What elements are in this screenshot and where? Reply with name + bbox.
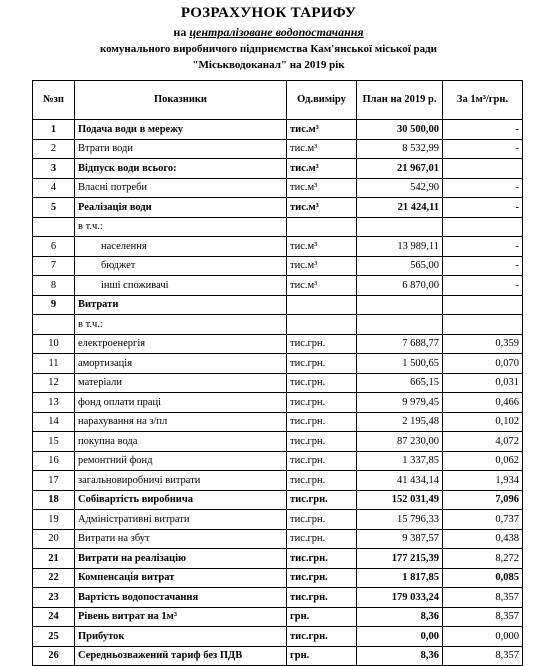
row-indicator: Вартість водопостачання: [75, 588, 287, 608]
row-per-m3: [443, 217, 523, 237]
row-unit: тис.грн.: [287, 393, 357, 413]
table-row: [33, 588, 523, 608]
row-number: 16: [33, 451, 75, 471]
row-number: 11: [33, 354, 75, 374]
row-plan-value: 179 033,24: [357, 588, 443, 608]
row-indicator: в т.ч.:: [75, 217, 287, 237]
row-plan-value: 665,15: [357, 373, 443, 393]
table-header-row: [33, 81, 523, 120]
row-per-m3: 0,062: [443, 451, 523, 471]
row-indicator: Середньозважений тариф без ПДВ: [75, 646, 287, 666]
row-unit: [287, 315, 357, 335]
row-indicator: Адміністративні витрати: [75, 510, 287, 530]
row-plan-value: 177 215,39: [357, 549, 443, 569]
row-unit: тис.м³: [287, 178, 357, 198]
row-indicator: Власні потреби: [75, 178, 287, 198]
table-row: [33, 120, 523, 140]
row-indicator: ремонтний фонд: [75, 451, 287, 471]
subtitle-prefix: на: [173, 25, 187, 39]
subtitle-emphasis: централізоване водопостачання: [189, 25, 364, 39]
row-indicator: матеріали: [75, 373, 287, 393]
row-number: 17: [33, 471, 75, 491]
row-number: 10: [33, 334, 75, 354]
row-per-m3: 0,737: [443, 510, 523, 530]
table-row: [33, 373, 523, 393]
row-plan-value: 13 989,11: [357, 237, 443, 257]
table-row: [33, 471, 523, 491]
row-unit: тис.грн.: [287, 529, 357, 549]
row-unit: тис.грн.: [287, 451, 357, 471]
row-plan-value: 152 031,49: [357, 490, 443, 510]
row-unit: тис.м³: [287, 198, 357, 218]
row-per-m3: 0,085: [443, 568, 523, 588]
row-indicator: амортизація: [75, 354, 287, 374]
row-unit: тис.грн.: [287, 412, 357, 432]
row-number: 25: [33, 627, 75, 647]
row-indicator: бюджет: [75, 256, 287, 276]
table-row: [33, 607, 523, 627]
row-indicator: загальновиробничі витрати: [75, 471, 287, 491]
row-plan-value: 542,90: [357, 178, 443, 198]
row-unit: тис.грн.: [287, 549, 357, 569]
row-plan-value: 9 387,57: [357, 529, 443, 549]
row-indicator: покупна вода: [75, 432, 287, 452]
table-row: [33, 412, 523, 432]
row-plan-value: [357, 315, 443, 335]
row-number: 5: [33, 198, 75, 218]
row-indicator: Витрати: [75, 295, 287, 315]
row-unit: тис.грн.: [287, 568, 357, 588]
row-indicator: фонд оплати праці: [75, 393, 287, 413]
row-unit: тис.м³: [287, 120, 357, 140]
row-number: 24: [33, 607, 75, 627]
row-per-m3: 0,000: [443, 627, 523, 647]
row-unit: тис.грн.: [287, 471, 357, 491]
row-plan-value: 41 434,14: [357, 471, 443, 491]
row-per-m3: -: [443, 178, 523, 198]
row-unit: тис.м³: [287, 139, 357, 159]
row-per-m3: 0,070: [443, 354, 523, 374]
row-indicator: Подача води в мережу: [75, 120, 287, 140]
row-plan-value: 30 500,00: [357, 120, 443, 140]
row-unit: тис.грн.: [287, 334, 357, 354]
table-row: [33, 568, 523, 588]
table-row: [33, 549, 523, 569]
table-row: [33, 529, 523, 549]
row-unit: тис.грн.: [287, 627, 357, 647]
row-indicator: Витрати на збут: [75, 529, 287, 549]
row-indicator: інші споживачі: [75, 276, 287, 296]
row-per-m3: 8,357: [443, 607, 523, 627]
table-row: [33, 490, 523, 510]
row-number: 8: [33, 276, 75, 296]
row-plan-value: 21 424,11: [357, 198, 443, 218]
column-header-per-m3: За 1м³/грн.: [443, 81, 523, 120]
row-unit: тис.грн.: [287, 490, 357, 510]
table-row: [33, 334, 523, 354]
table-row: [33, 393, 523, 413]
row-number: 19: [33, 510, 75, 530]
row-number: 6: [33, 237, 75, 257]
row-unit: тис.грн.: [287, 354, 357, 374]
row-number: 7: [33, 256, 75, 276]
row-per-m3: [443, 295, 523, 315]
row-indicator: Рівень витрат на 1м³: [75, 607, 287, 627]
row-per-m3: [443, 315, 523, 335]
row-unit: грн.: [287, 607, 357, 627]
row-per-m3: -: [443, 120, 523, 140]
row-unit: тис.грн.: [287, 432, 357, 452]
subtitle-line-3: "Міськводоканал" на 2019 рік: [192, 59, 345, 71]
row-per-m3: 0,438: [443, 529, 523, 549]
table-body: [33, 120, 523, 666]
row-plan-value: 15 796,33: [357, 510, 443, 530]
row-number: 12: [33, 373, 75, 393]
row-number: 21: [33, 549, 75, 569]
row-plan-value: [357, 217, 443, 237]
row-plan-value: 565,00: [357, 256, 443, 276]
row-per-m3: 8,272: [443, 549, 523, 569]
column-header-indicator: Показники: [75, 81, 287, 120]
row-plan-value: 8,36: [357, 607, 443, 627]
row-plan-value: 7 688,77: [357, 334, 443, 354]
row-unit: тис.грн.: [287, 588, 357, 608]
table-row: [33, 451, 523, 471]
row-unit: тис.грн.: [287, 510, 357, 530]
row-number: 3: [33, 159, 75, 179]
table-row: [33, 178, 523, 198]
tariff-table: [32, 80, 523, 666]
table-row: [33, 295, 523, 315]
row-indicator: Компенсація витрат: [75, 568, 287, 588]
subtitle-line-1: [0, 25, 537, 40]
row-per-m3: 8,357: [443, 588, 523, 608]
row-per-m3: -: [443, 198, 523, 218]
row-unit: тис.м³: [287, 256, 357, 276]
table-row: [33, 354, 523, 374]
table-row: [33, 198, 523, 218]
row-per-m3: 4,072: [443, 432, 523, 452]
row-indicator: Собівартість виробнича: [75, 490, 287, 510]
row-per-m3: 0,102: [443, 412, 523, 432]
table-row: [33, 139, 523, 159]
table-row: [33, 237, 523, 257]
table-row: [33, 256, 523, 276]
row-indicator: Втрати води: [75, 139, 287, 159]
row-indicator: Відпуск води всього:: [75, 159, 287, 179]
document-title: РОЗРАХУНОК ТАРИФУ: [180, 5, 357, 21]
row-unit: тис.м³: [287, 276, 357, 296]
row-number: 18: [33, 490, 75, 510]
row-indicator: населення: [75, 237, 287, 257]
row-per-m3: -: [443, 139, 523, 159]
row-per-m3: 0,359: [443, 334, 523, 354]
row-indicator: Прибуток: [75, 627, 287, 647]
row-number: 1: [33, 120, 75, 140]
table-row: [33, 627, 523, 647]
row-plan-value: 1 817,85: [357, 568, 443, 588]
row-per-m3: 1,934: [443, 471, 523, 491]
row-per-m3: 8,357: [443, 646, 523, 666]
row-number: 23: [33, 588, 75, 608]
row-number: [33, 315, 75, 335]
row-per-m3: -: [443, 237, 523, 257]
column-header-unit: Од.виміру: [287, 81, 357, 120]
row-indicator: Витрати на реалізацію: [75, 549, 287, 569]
row-unit: грн.: [287, 646, 357, 666]
row-indicator: в т.ч.:: [75, 315, 287, 335]
row-plan-value: 8,36: [357, 646, 443, 666]
row-plan-value: [357, 295, 443, 315]
table-row: [33, 315, 523, 335]
table-row: [33, 217, 523, 237]
row-number: 13: [33, 393, 75, 413]
row-plan-value: 9 979,45: [357, 393, 443, 413]
row-per-m3: 0,466: [443, 393, 523, 413]
row-number: [33, 217, 75, 237]
table-row: [33, 510, 523, 530]
row-plan-value: 2 195,48: [357, 412, 443, 432]
row-unit: [287, 295, 357, 315]
row-number: 14: [33, 412, 75, 432]
row-plan-value: 6 870,00: [357, 276, 443, 296]
row-unit: тис.м³: [287, 159, 357, 179]
row-unit: тис.м³: [287, 237, 357, 257]
row-plan-value: 21 967,01: [357, 159, 443, 179]
row-number: 4: [33, 178, 75, 198]
row-unit: [287, 217, 357, 237]
row-indicator: нарахування на з/пл: [75, 412, 287, 432]
row-per-m3: -: [443, 276, 523, 296]
row-plan-value: 1 500,65: [357, 354, 443, 374]
row-plan-value: 1 337,85: [357, 451, 443, 471]
row-unit: тис.грн.: [287, 373, 357, 393]
table-row: [33, 432, 523, 452]
row-per-m3: [443, 159, 523, 179]
row-per-m3: -: [443, 256, 523, 276]
row-number: 20: [33, 529, 75, 549]
subtitle-line-2: комунального виробничого підприємства Кам'янської міської ради: [99, 43, 438, 55]
table-row: [33, 646, 523, 666]
row-number: 9: [33, 295, 75, 315]
row-number: 26: [33, 646, 75, 666]
column-header-plan: План на 2019 р.: [357, 81, 443, 120]
row-indicator: електроенергія: [75, 334, 287, 354]
table-row: [33, 159, 523, 179]
row-plan-value: 8 532,99: [357, 139, 443, 159]
row-number: 22: [33, 568, 75, 588]
row-number: 15: [33, 432, 75, 452]
row-number: 2: [33, 139, 75, 159]
row-plan-value: 0,00: [357, 627, 443, 647]
row-per-m3: 7,096: [443, 490, 523, 510]
row-per-m3: 0,031: [443, 373, 523, 393]
table-row: [33, 276, 523, 296]
row-indicator: Реалізація води: [75, 198, 287, 218]
row-plan-value: 87 230,00: [357, 432, 443, 452]
column-header-number: №зп: [33, 81, 75, 120]
